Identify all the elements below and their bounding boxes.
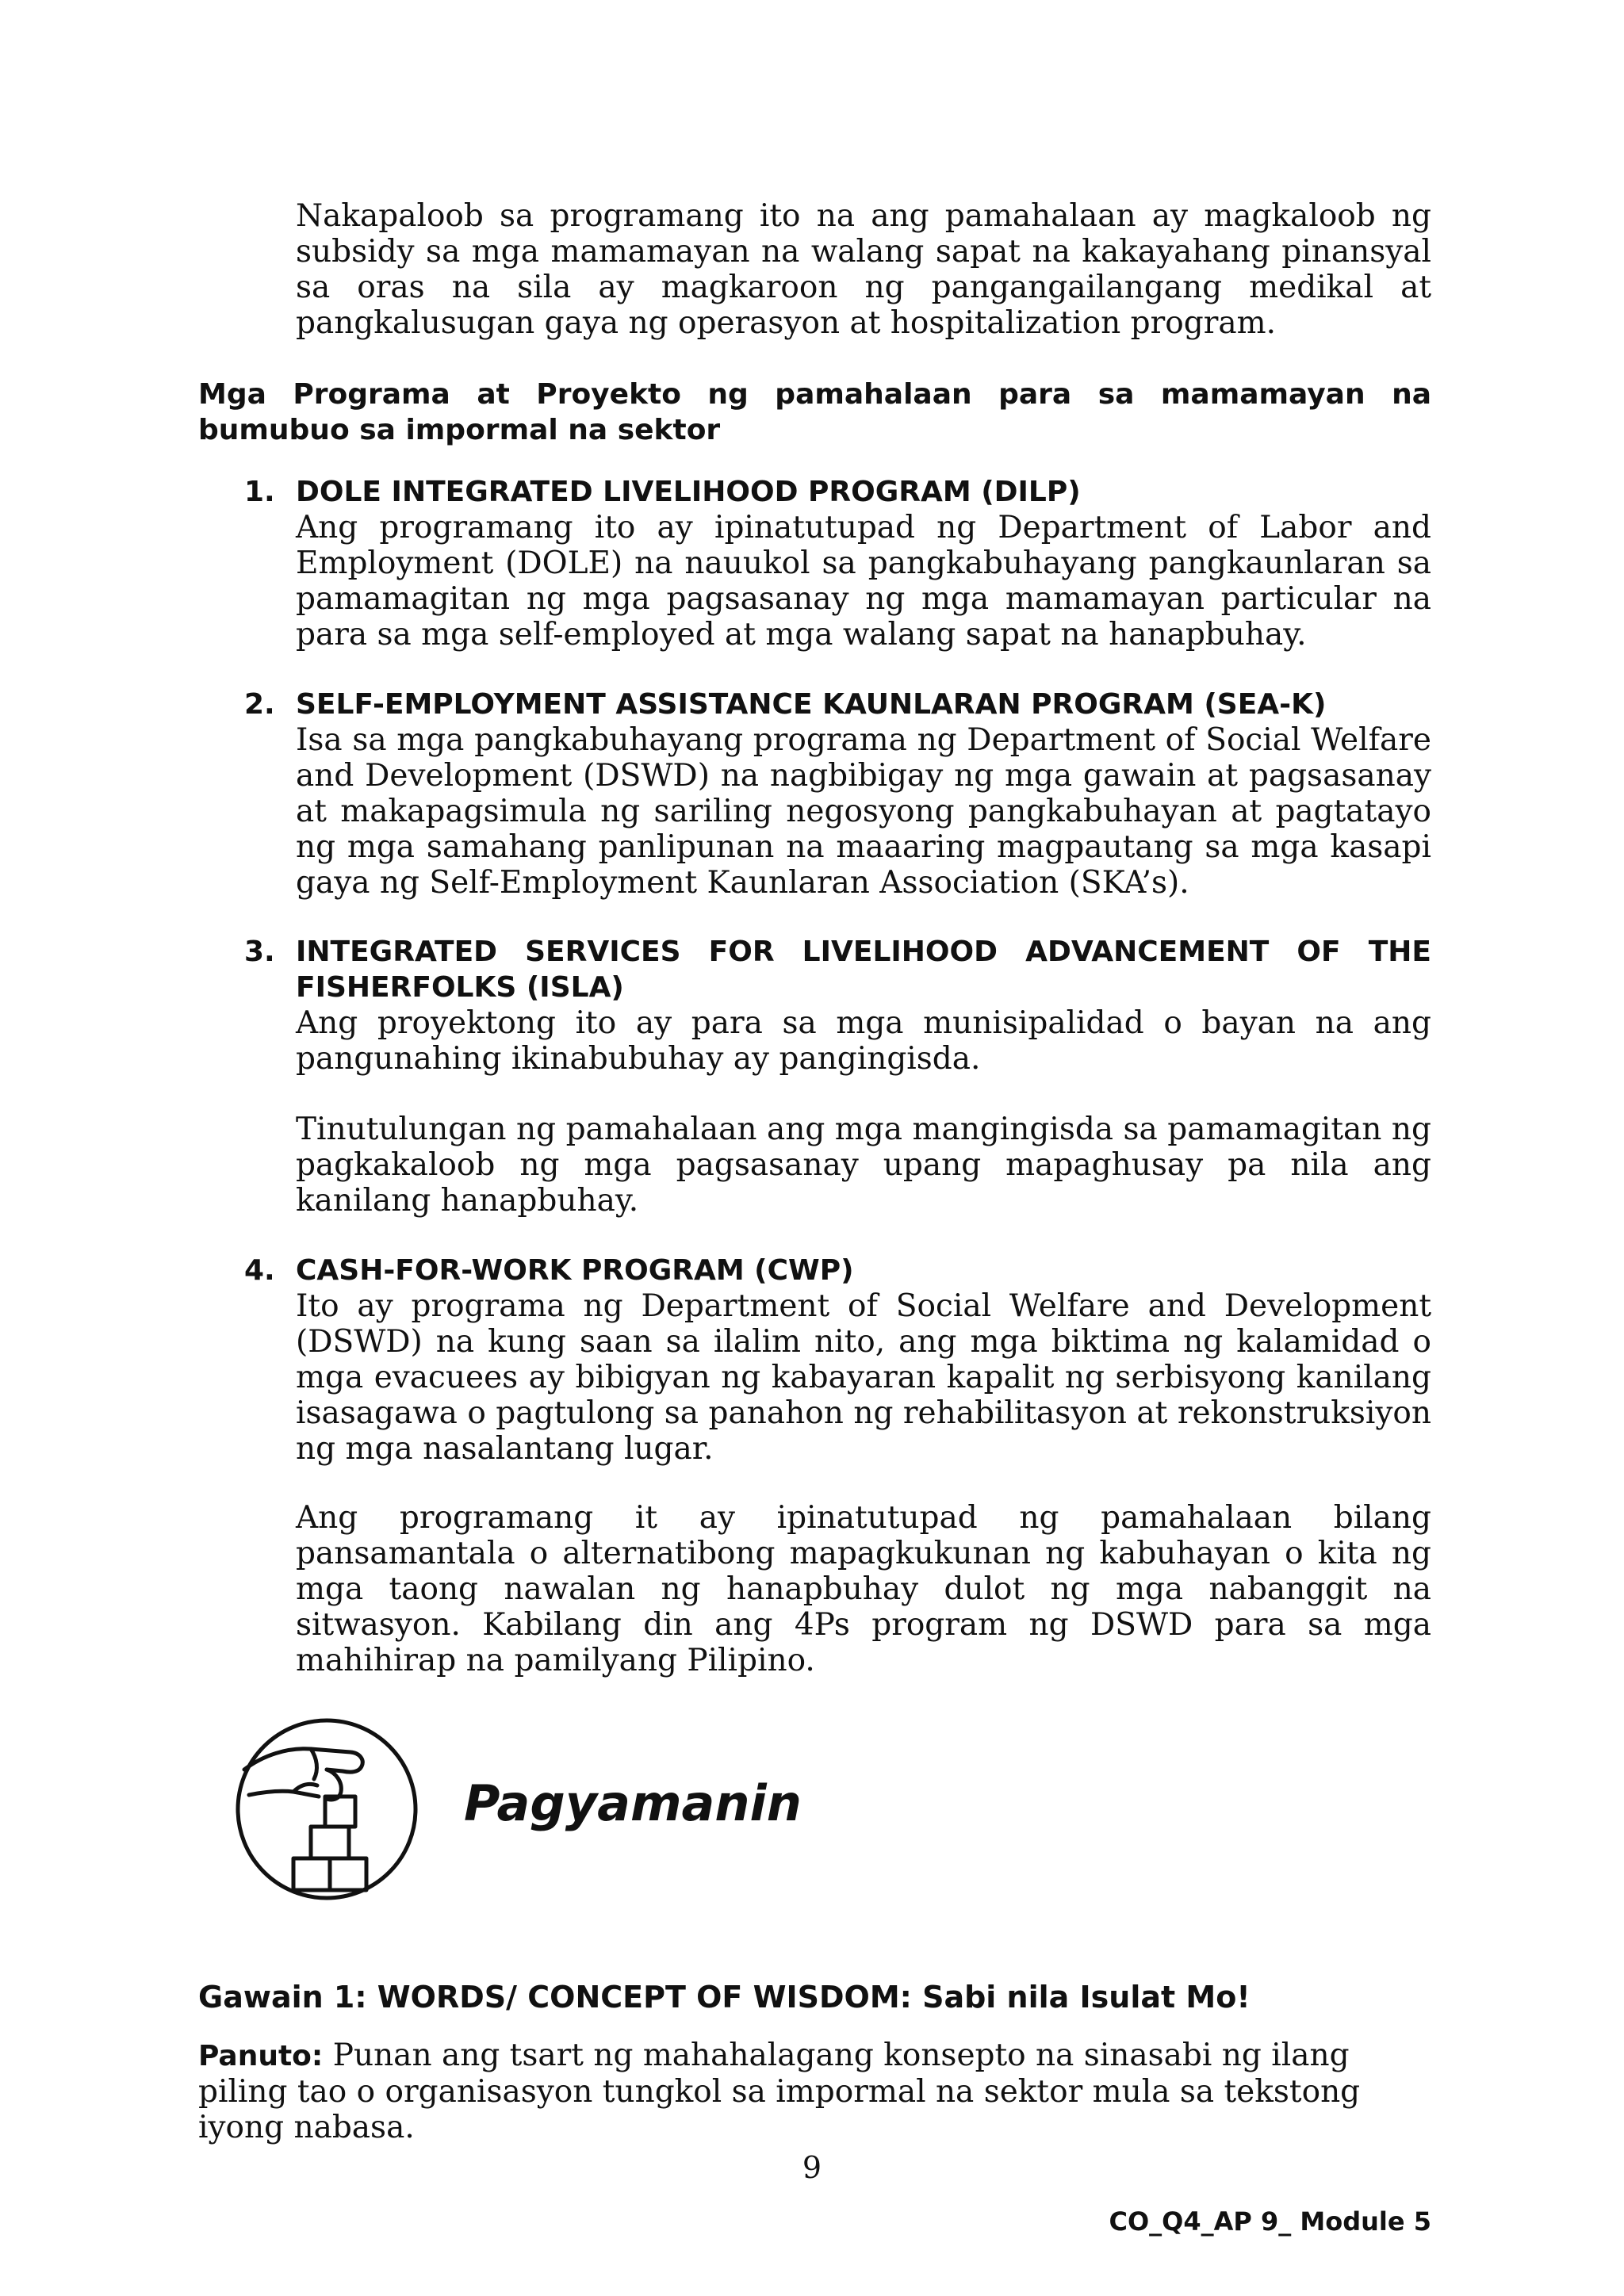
page-number: 9 — [802, 2150, 822, 2185]
module-code: CO_Q4_AP 9_ Module 5 — [1109, 2206, 1431, 2237]
section-title: Pagyamanin — [464, 1774, 802, 1832]
program-3-paragraph-1: Ang proyektong ito ay para sa mga munisipalidad o bayan na ang pangunahing ikinabubuhay ay pangingisda. — [296, 1005, 1431, 1077]
intro-paragraph: Nakapaloob sa programang ito na ang pamahalaan ay magkaloob ng subsidy sa mga mamamayan na walang sapat na kakayahang pinansyal sa oras na sila ay magkaroon ng pangangailangang medikal at pangkalusugan gaya ng operasyon at hospitalization program. — [296, 198, 1431, 341]
program-3-title-text: INTEGRATED SERVICES FOR LIVELIHOOD ADVANCEMENT OF THE FISHERFOLKS (ISLA) — [296, 936, 1431, 1004]
instructions-label: Panuto: — [198, 2040, 324, 2072]
program-2-number: 2. — [244, 688, 275, 721]
program-1-paragraph-1: Ang programang ito ay ipinatutupad ng Department of Labor and Employment (DOLE) na nauukol sa pangkabuhayang pangkaunlaran sa pamamagitan ng mga pagsasanay ng mga mamamayan particular na para sa mga self-employed at mga walang sapat na hanapbuhay. — [296, 510, 1431, 652]
program-4-title — [244, 1253, 1431, 1288]
program-2-paragraph-1: Isa sa mga pangkabuhayang programa ng Department of Social Welfare and Development (DSWD) na nagbibigay ng mga gawain at pagsasanay at makapagsimula ng sariling negosyong pangkabuhayan at pagtatayo ng mga samahang panlipunan na maaaring magpautang sa mga kasapi gaya ng Self-Employment Kaunlaran Association (SKA’s). — [296, 722, 1431, 901]
program-2-title-text: SELF-EMPLOYMENT ASSISTANCE KAUNLARAN PROGRAM (SEA-K) — [296, 688, 1327, 721]
instructions-text: Punan ang tsart ng mahahalagang konsepto na sinasabi ng ilang piling tao o organisasyon tungkol sa impormal na sektor mula sa tekstong iyong nabasa. — [198, 2038, 1361, 2145]
activity-title: Gawain 1: WORDS/ CONCEPT OF WISDOM: Sabi nila Isulat Mo! — [198, 1980, 1251, 2015]
program-4-title-text: CASH-FOR-WORK PROGRAM (CWP) — [296, 1254, 854, 1287]
program-3-number: 3. — [244, 936, 275, 968]
program-3-paragraph-2: Tinutulungan ng pamahalaan ang mga mangingisda sa pamamagitan ng pagkakaloob ng mga pagsasanay upang mapaghusay pa nila ang kanilang hanapbuhay. — [296, 1112, 1431, 1219]
program-1-title-text: DOLE INTEGRATED LIVELIHOOD PROGRAM (DILP) — [296, 476, 1081, 508]
hand-stacking-blocks-icon — [232, 1714, 422, 1904]
program-2-title — [244, 687, 1431, 722]
program-4-paragraph-1: Ito ay programa ng Department of Social Welfare and Development (DSWD) na kung saan sa ilalim nito, ang mga biktima ng kalamidad o mga evacuees ay bibigyan ng kabayaran kapalit ng serbisyong kanilang isasagawa o pagtulong sa panahon ng rehabilitasyon at rekonstruksiyon ng mga nasalantang lugar. — [296, 1288, 1431, 1467]
program-3-title — [244, 934, 1431, 1005]
program-4-paragraph-2: Ang programang it ay ipinatutupad ng pamahalaan bilang pansamantala o alternatibong mapagkukunan ng kabuhayan o kita ng mga taong nawalan ng hanapbuhay dulot ng mga nabanggit na sitwasyon. Kabilang din ang 4Ps program ng DSWD para sa mga mahihirap na pamilyang Pilipino. — [296, 1500, 1431, 1678]
program-1-title — [244, 474, 1431, 510]
instructions — [198, 2038, 1431, 2145]
program-1-number: 1. — [244, 476, 275, 508]
section-heading: Mga Programa at Proyekto ng pamahalaan para sa mamamayan na bumubuo sa impormal na sektor — [198, 378, 1431, 446]
program-4-number: 4. — [244, 1254, 275, 1287]
